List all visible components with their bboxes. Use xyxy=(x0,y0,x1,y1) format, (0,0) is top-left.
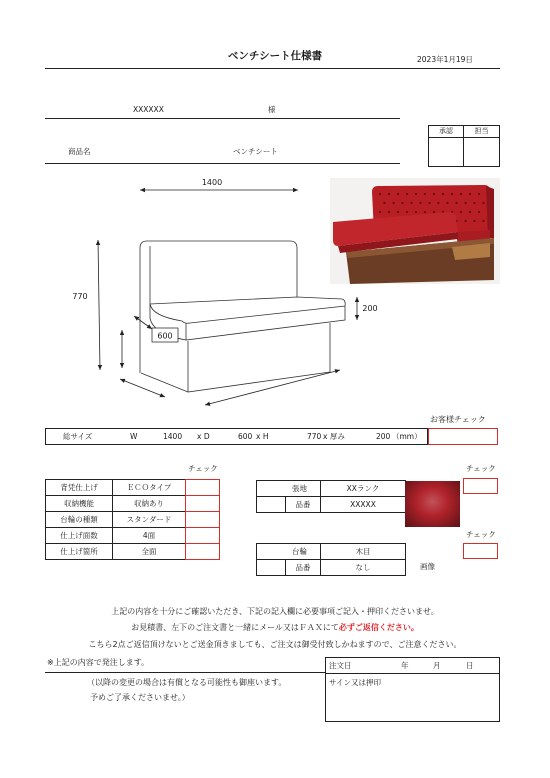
dimension-label-width: 1400 xyxy=(201,178,223,187)
option-value: スタンダード xyxy=(113,512,186,528)
dimension-label-height: 770 xyxy=(72,292,88,301)
option-check-box xyxy=(186,495,219,511)
notice-line-2 xyxy=(0,624,550,632)
upholstery-table xyxy=(256,480,406,513)
options-check-column xyxy=(185,479,220,560)
order-note-line-3: 予めご了承くださいませ。） xyxy=(90,693,190,702)
arrowhead xyxy=(96,240,100,245)
option-label: 台輪の種類 xyxy=(46,512,113,528)
arrowhead xyxy=(205,402,210,406)
customer-underline xyxy=(45,118,400,119)
option-label: 仕上げ箇所 xyxy=(46,544,113,560)
upholstery-code-label: 品番 xyxy=(286,497,321,513)
tuft-button xyxy=(433,211,435,213)
table-row xyxy=(46,512,186,528)
tuft-button xyxy=(397,193,399,195)
tuft-button xyxy=(406,211,408,213)
arrowhead xyxy=(335,369,340,373)
tuft-button xyxy=(424,211,426,213)
product-label: 商品名 xyxy=(68,147,91,156)
height-value: 770 xyxy=(307,432,322,441)
base-blank-cell xyxy=(257,560,286,576)
arrowhead xyxy=(120,330,124,335)
notice-line-2-text: お見積書、左下のご注文書と一緒にメール又はＦＡＸにて xyxy=(131,623,339,632)
order-date-day: 日 xyxy=(466,661,474,670)
option-value: 収納あり xyxy=(113,496,186,512)
customer-honorific: 様 xyxy=(268,105,276,114)
order-note-line-2: （以降の変更の場合は有償となる可能性も御座います。 xyxy=(87,678,287,687)
tuft-button xyxy=(406,193,408,195)
tuft-button xyxy=(446,202,448,204)
bench-seat-top xyxy=(150,297,345,323)
approval-header-staff: 担当 xyxy=(464,126,499,138)
order-date-label: 注文日 xyxy=(329,661,352,670)
notice-emphasis: 必ずご返信ください。 xyxy=(338,623,419,632)
arrowhead xyxy=(355,297,359,302)
upholstery-check-label: チェック xyxy=(466,464,496,473)
tuft-button xyxy=(419,202,421,204)
table-row xyxy=(46,480,186,496)
arrowhead xyxy=(98,365,102,370)
bench-photo xyxy=(330,178,500,284)
arrowhead xyxy=(160,393,165,397)
tuft-button xyxy=(410,202,412,204)
tuft-button xyxy=(464,220,466,222)
table-row xyxy=(46,528,186,544)
total-size-label: 総サイズ xyxy=(63,432,93,441)
tuft-button xyxy=(424,193,426,195)
bench-backrest-outline xyxy=(140,241,297,297)
approval-header-approve: 承認 xyxy=(429,126,464,138)
bench-outline xyxy=(140,241,345,392)
thickness-value: 200 xyxy=(376,432,391,441)
bench-base-front xyxy=(188,323,330,392)
tuft-button xyxy=(428,202,430,204)
document-date: 2023年1月19日 xyxy=(417,55,473,64)
option-value: 4面 xyxy=(113,528,186,544)
bench-seat-front xyxy=(186,306,345,340)
table-row xyxy=(46,496,186,512)
upholstery-check-box xyxy=(463,478,498,494)
thickness-symbol: x 厚み xyxy=(323,432,345,441)
signature-label: サイン又は押印 xyxy=(329,678,381,687)
arrowhead xyxy=(355,315,359,320)
tuft-button xyxy=(451,193,453,195)
upholstery-swatch xyxy=(405,481,460,527)
table-row xyxy=(257,497,406,513)
tuft-button xyxy=(478,211,480,213)
tuft-button xyxy=(397,211,399,213)
title-underline xyxy=(45,68,500,69)
dimension-arrow-height xyxy=(98,240,100,370)
tuft-button xyxy=(482,220,484,222)
order-date-month: 月 xyxy=(433,661,441,670)
order-date-year: 年 xyxy=(401,661,409,670)
arrowhead xyxy=(293,188,298,192)
tuft-button xyxy=(482,202,484,204)
product-value: ベンチシート xyxy=(233,147,278,156)
product-underline xyxy=(45,163,400,164)
upholstery-material-label: 張地 xyxy=(257,481,321,497)
options-table xyxy=(45,479,186,560)
tuft-button xyxy=(442,193,444,195)
option-label: 仕上げ面数 xyxy=(46,528,113,544)
width-value: 1400 xyxy=(163,432,183,441)
option-label: 背凭仕上げ xyxy=(46,480,113,496)
base-code-value: なし xyxy=(321,560,406,576)
upholstery-code-value: XXXXX xyxy=(321,497,406,513)
arrowhead xyxy=(140,188,145,192)
total-size-check-box xyxy=(428,428,498,445)
notice-line-1: 上記の内容を十分にご確認いただき、下記の記入欄に必要事項ご記入・押印くださいませ。 xyxy=(111,607,439,616)
height-symbol: x H xyxy=(256,432,269,441)
base-code-label: 品番 xyxy=(286,560,321,576)
upholstery-material-value: XXランク xyxy=(321,481,406,497)
base-type-label: 台輪 xyxy=(257,544,321,560)
options-check-label: チェック xyxy=(188,464,218,473)
base-check-box xyxy=(463,543,498,559)
order-note-line-1: ※上記の内容で発注します。 xyxy=(47,658,150,667)
option-value: ＥＣＯタイプ xyxy=(113,480,186,496)
customer-name: XXXXXX xyxy=(133,105,164,114)
table-row xyxy=(46,544,186,560)
depth-symbol: x D xyxy=(197,432,210,441)
table-row xyxy=(257,544,406,560)
table-row xyxy=(257,560,406,576)
arrowhead xyxy=(120,363,124,368)
tuft-button xyxy=(388,193,390,195)
arrowhead xyxy=(120,379,125,383)
tuft-button xyxy=(469,211,471,213)
option-label: 収納機能 xyxy=(46,496,113,512)
tuft-button xyxy=(437,202,439,204)
base-check-label: チェック xyxy=(466,530,496,539)
arrowhead xyxy=(134,316,139,321)
table-row xyxy=(257,481,406,497)
total-size-row xyxy=(45,428,428,445)
arrowhead xyxy=(147,324,152,329)
notice-line-3: こちら2点ご返信頂けないとご送金頂きましても、ご注文は御受付致しかねますので、ご注意ください。 xyxy=(88,640,462,649)
tuft-button xyxy=(415,193,417,195)
tuft-button xyxy=(464,202,466,204)
tuft-button xyxy=(388,211,390,213)
option-check-box xyxy=(186,527,219,543)
tuft-button xyxy=(478,193,480,195)
bench-base-left-bottom xyxy=(141,373,188,392)
order-form-box xyxy=(325,657,500,722)
width-symbol: W xyxy=(130,432,138,441)
tuft-button xyxy=(379,211,381,213)
customer-check-label: お客様チェック xyxy=(430,415,486,424)
tuft-button xyxy=(433,193,435,195)
option-check-box xyxy=(186,480,219,495)
base-type-value: 木目 xyxy=(321,544,406,560)
approval-stamp-approve xyxy=(429,138,464,166)
tuft-button xyxy=(379,193,381,195)
dimension-arrow-base-width xyxy=(205,370,340,405)
tuft-button xyxy=(460,211,462,213)
depth-value: 600 xyxy=(238,432,253,441)
tuft-button xyxy=(383,202,385,204)
tuft-button xyxy=(473,202,475,204)
option-value: 全面 xyxy=(113,544,186,560)
dimension-label-depth: 600 xyxy=(157,331,173,341)
tuft-button xyxy=(460,193,462,195)
tuft-button xyxy=(401,202,403,204)
order-date-row xyxy=(326,658,499,674)
tuft-button xyxy=(469,193,471,195)
order-note-underline xyxy=(45,672,325,673)
dimension-label-thickness: 200 xyxy=(362,304,378,313)
approval-stamp-box xyxy=(428,125,500,167)
tuft-button xyxy=(392,202,394,204)
base-table xyxy=(256,543,406,576)
approval-stamp-staff xyxy=(464,138,499,166)
base-image-label: 画像 xyxy=(420,562,435,571)
tuft-button xyxy=(455,202,457,204)
document-title: ベンチシート仕様書 xyxy=(227,50,323,62)
option-check-box xyxy=(186,511,219,527)
option-check-box xyxy=(186,543,219,559)
upholstery-blank-cell xyxy=(257,497,286,513)
dimension-arrow-base-depth xyxy=(120,379,165,397)
tuft-button xyxy=(473,220,475,222)
size-unit: （mm） xyxy=(392,432,422,441)
tuft-button xyxy=(415,211,417,213)
